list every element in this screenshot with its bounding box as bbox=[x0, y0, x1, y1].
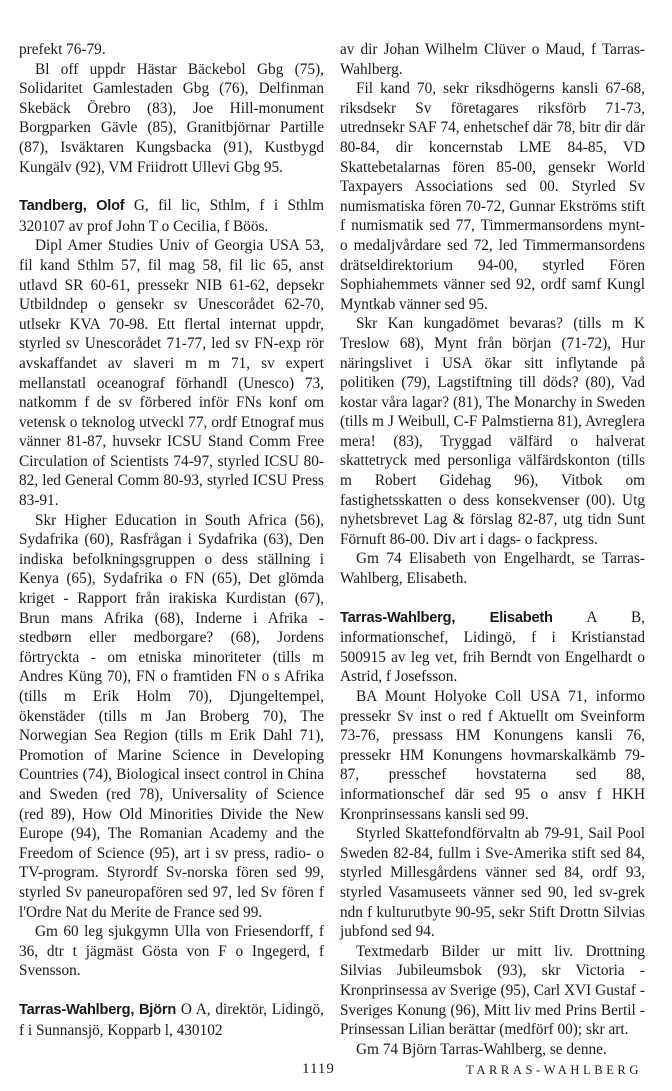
paragraph: Dipl Amer Studies Univ of Georgia USA 53, fil kand Sthlm 57, fil mag 58, fil lic 65, anst utlavd SR 60-61, pressekr NIB 61-62, depsekr Utbildndep o gensekr sv Unescorådet 62-70, utlsekr KVA 70-98. Ett flertal internat uppdr, styrled sv Unescorådet 71-77, led sv FN-exp rör avskaffandet av slaveri m m 71, sv expert mellanstatl oceanograf förhandl (Unesco) 73, natkomm f de sv förbered inför FNs konf om vetensk o teknolog utveckl 77, ordf Etnograf mus vänner 81-87, huvsekr ICSU Stand Comm Free Circulation of Scientists 74-97, styrled ICSU 80-82, led General Comm 80-93, styrled ICSU Press 83-91. bbox=[19, 237, 324, 510]
paragraph: BA Mount Holyoke Coll USA 71, informo pressekr Sv inst o red f Aktuellt om Sveinform 73-76, pressass HM Konungens kansli 76, pressekr HM Konungens hovmarskalkämb 79-87, presschef hovstaterna sed 88, informationschef där sed 95 o ansv f HKH Kronprinsessans kansli sed 99. bbox=[340, 688, 645, 823]
paragraph: Skr Higher Education in South Africa (56), Sydafrika (60), Rasfrågan i Sydafrika (63), Den indiska befolkningsgruppen o dess ställning i Kenya (65), Sydafrika o FN (65), Det glömda kriget - Rapport från irakiska Kurdistan (67), Brun mans Afrika (68), Inderne i Afrika - stedbørn eller medborgare? (68), Jordens förtryckta - om etniska minoriteter (tills m Andres Küng 70), FN o framtiden FN o s Afrika (tills m Erik Holm 70), Djungeltempel, ökenstäder (tills m Jan Broberg 70), The Norwegian Sea Region (tills m Erik Dahl 71), Promotion of Marine Science in Developing Countries (74), Biological insect control in China and Sweden (red 78), Universality of Science (red 89), How Old Minorities Divide the New Europe (94), The Romanian Academy and the Freedom of Science (95), art i sv press, radio- o TV-program. Styrordf Sv-norska fören sed 99, styrled Sv paneuropafören sed 97, led Sv fören f l'Ordre Nat du Merite de France sed 99. bbox=[19, 511, 324, 921]
paragraph: Skr Kan kungadömet bevaras? (tills m K Treslow 68), Mynt från början (71-72), Hur näringslivet i USA ökar sitt inflytande på politiken (79), Lagstiftning till döds? (80), Vad kostar våra lagar? (81), The Monarchy in Sweden (tills m J Weibull, C-F Palmstierna 81), Avreglera mera! (83), Tryggad välfärd o halverat skattetryck med personliga välfärdskonton (tills m Robert Gidehag 96), Vitbok om fastighetsskatten o dess konsekvenser (00). Utg nyhetsbrevet Lag & förslag 82-87, utg tidn Sunt Förnuft 86-00. Div art i dags- o fackpress. bbox=[340, 315, 645, 548]
entry-headword: Tandberg, Olof bbox=[19, 198, 125, 215]
left-column bbox=[19, 40, 324, 1040]
paragraph: Textmedarb Bilder ur mitt liv. Drottning Silvias Jubileumsbok (93), skr Victoria - Kronprinsessa av Sverige (95), Carl XVI Gustaf - Sveriges Konung (96), Mitt liv med Prins Bertil - Prinsessan Lilian berättar (medförf 00); skr art. bbox=[340, 942, 645, 1039]
paragraph: av dir Johan Wilhelm Clüver o Maud, f Tarras-Wahlberg. bbox=[340, 41, 645, 78]
running-head: TARRAS-WAHLBERG bbox=[466, 1063, 642, 1077]
paragraph: Gm 60 leg sjukgymn Ulla von Friesendorff, f 36, dtr t jägmäst Gösta von F o Ingegerd, f Svensson. bbox=[19, 923, 324, 980]
entry-tarras-wahlberg-bjorn bbox=[19, 1000, 324, 1040]
paragraph: prefekt 76-79. bbox=[19, 41, 106, 58]
entry-intro: G, fil lic, Sthlm, f i Sthlm 320107 av prof John T o Cecilia, f Böös. bbox=[19, 197, 325, 235]
entry-headword: Tarras-Wahlberg, Björn bbox=[19, 1001, 177, 1018]
entry-tandberg-olof bbox=[19, 196, 324, 236]
paragraph: Gm 74 Björn Tarras-Wahlberg, se denne. bbox=[356, 1040, 607, 1058]
right-column bbox=[340, 40, 645, 1059]
page-number: 1119 bbox=[302, 1061, 335, 1077]
entry-intro: A B, informationschef, Lidingö, f i Kristianstad 500915 av leg vet, frih Berndt von Engelhardt o Astrid, f Josefsson. bbox=[340, 608, 645, 686]
paragraph: Gm 74 Elisabeth von Engelhardt, se Tarras-Wahlberg, Elisabeth. bbox=[340, 550, 645, 588]
entry-headword: Tarras-Wahlberg, Elisabeth bbox=[340, 609, 553, 626]
paragraph: Styrled Skattefondförvaltn ab 79-91, Sail Pool Sweden 82-84, fullm i Sve-Amerika stift sed 84, styrled Millesgårdens vänner sed 84, ordf 93, styrled Vasamuseets vänner sed 90, led sv-grek ndn f kulturutbyte 90-95, sekr Stift Drottn Silvias jubfond sed 94. bbox=[340, 825, 645, 941]
entry-tarras-wahlberg-elisabeth bbox=[340, 608, 645, 687]
paragraph: Bl off uppdr Hästar Bäckebol Gbg (75), Solidaritet Gamlestaden Gbg (76), Delfinman Skebäck Örebro (83), Joe Hill-monument Borgparken Gävle (85), Granitbjörnar Partille (87), Isväktaren Kungsbacka (91), Kustbygd Kungälv (92), VM Friidrott Ullevi Gbg 95. bbox=[19, 60, 324, 176]
entry-intro: O A, direktör, Lidingö, f i Sunnansjö, Kopparb l, 430102 bbox=[19, 1000, 324, 1039]
paragraph: Fil kand 70, sekr riksdhögerns kansli 67-68, riksdsekr Sv företagares riksförb 71-73, utrednsekr SAF 74, enhetschef där 78, bitr dir där 80-84, dir koncernstab LME 84-85, VD Skattebetalarnas fören 85-00, gensekr World Taxpayers Associations sed 00. Styrled Sv numismatiska fören 70-72, Gunnar Ekströms stift f numismatik sed 77, Timmermansordens mynt- o medaljvårdare sed 72, led Timmermansordens drätseldirektorium 94-00, styrled Fören Sophiahemmets vänner sed 92, ordf samf Kungl Myntkab vänner sed 95. bbox=[340, 80, 645, 313]
